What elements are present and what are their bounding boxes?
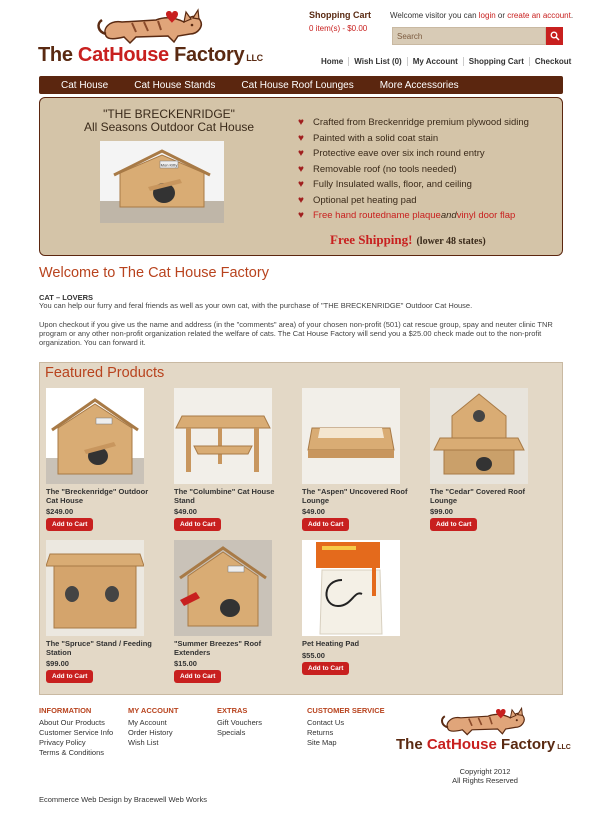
top-link-home[interactable]: Home	[321, 57, 344, 66]
product-price: $249.00	[46, 507, 74, 516]
brand-name: The CatHouse Factory LLC	[38, 44, 263, 66]
top-link-wishlist[interactable]: Wish List (0)	[348, 57, 406, 66]
intro-paragraph-1: You can help our furry and feral friends as well as your own cat, with the purchase of "THE BRECKENRIDGE" Outdoor Cat House.	[39, 301, 473, 310]
feature-item: ♥ Crafted from Breckenridge premium plywood siding	[298, 117, 529, 129]
banner-feature-list	[298, 115, 562, 224]
top-links	[316, 57, 576, 66]
design-credit[interactable]: Ecommerce Web Design by Bracewell Web Works	[39, 795, 207, 804]
product-image[interactable]	[174, 388, 272, 484]
page-title: Welcome to The Cat House Factory	[39, 265, 269, 281]
header-cart[interactable]	[309, 10, 389, 33]
footer-link[interactable]: Wish List	[128, 738, 159, 747]
product-name[interactable]: The "Aspen" Uncovered Roof Lounge	[302, 487, 408, 505]
footer-logo[interactable]	[396, 705, 571, 761]
footer-link[interactable]: Returns	[307, 728, 334, 737]
heart-icon: ♥	[298, 179, 304, 191]
footer-extras	[217, 706, 262, 738]
footer-link[interactable]: Order History	[128, 728, 173, 737]
footer-my-account	[128, 706, 178, 748]
login-link[interactable]: login	[478, 11, 496, 20]
footer-link[interactable]: Contact Us	[307, 718, 345, 727]
product-name[interactable]: The "Spruce" Stand / Feeding Station	[46, 639, 152, 657]
product-card	[174, 388, 290, 531]
free-shipping-note: Free Shipping! (lower 48 states)	[330, 232, 486, 247]
add-to-cart-button[interactable]: Add to Cart	[46, 518, 93, 531]
heart-icon: ♥	[298, 148, 304, 160]
cart-title[interactable]: Shopping Cart	[309, 10, 371, 20]
product-name[interactable]: Pet Heating Pad	[302, 639, 360, 648]
top-link-checkout[interactable]: Checkout	[529, 57, 576, 66]
footer-link[interactable]: Specials	[217, 728, 246, 737]
feature-item: ♥ Removable roof (no tools needed)	[298, 163, 457, 175]
product-image[interactable]	[174, 540, 272, 636]
product-price: $99.00	[430, 507, 453, 516]
product-card	[46, 540, 162, 683]
feature-item: ♥ Free hand routed name plaque and vinyl door flap	[298, 210, 516, 222]
feature-item: ♥ Fully Insulated walls, floor, and ceiling	[298, 179, 472, 191]
featured-title: Featured Products	[45, 365, 165, 381]
cat-mascot-icon	[440, 705, 528, 737]
heart-icon: ♥	[298, 210, 304, 222]
product-card	[174, 540, 290, 683]
add-to-cart-button[interactable]: Add to Cart	[430, 518, 477, 531]
welcome-message: Welcome visitor you can login or create an account.	[390, 11, 574, 20]
add-to-cart-button[interactable]: Add to Cart	[302, 662, 349, 675]
footer-brand-name: The CatHouse Factory LLC	[396, 736, 571, 753]
footer-heading: EXTRAS	[217, 706, 248, 715]
cart-count[interactable]: 0 item(s) - $0.00	[309, 24, 368, 33]
product-card	[46, 388, 162, 531]
search-bar	[392, 27, 562, 45]
product-price: $15.00	[174, 659, 197, 668]
featured-products	[39, 362, 563, 695]
product-image[interactable]	[302, 388, 400, 484]
copyright: Copyright 2012 All Rights Reserved	[452, 767, 518, 785]
footer-information	[39, 706, 113, 758]
search-icon	[550, 31, 560, 41]
banner-title: "THE BRECKENRIDGE" All Seasons Outdoor Cat House	[83, 107, 255, 134]
product-image[interactable]	[430, 388, 528, 484]
product-name[interactable]: "Summer Breezes" Roof Extenders	[174, 639, 262, 657]
product-image[interactable]	[302, 540, 400, 636]
promo-banner[interactable]	[39, 97, 563, 256]
product-name[interactable]: The "Breckenridge" Outdoor Cat House	[46, 487, 149, 505]
footer-heading: INFORMATION	[39, 706, 92, 715]
intro-paragraph-2: Upon checkout if you give us the name and address (in the "comments" area) of your chosen non-profit (501) cat rescue group, spay and neuter clinic TNR program or any other non-profit organization related the welfare of cats. The Cat House Factory will send you a $25.00 check made out to the non-profit organization. You can forward it.	[39, 320, 553, 347]
add-to-cart-button[interactable]: Add to Cart	[46, 670, 93, 683]
cat-mascot-icon	[96, 6, 206, 46]
cat-lovers-heading: CAT – LOVERS	[39, 293, 94, 302]
product-price: $99.00	[46, 659, 69, 668]
search-button[interactable]	[546, 27, 563, 45]
product-card	[302, 540, 418, 675]
site-logo[interactable]	[38, 6, 268, 68]
top-link-my-account[interactable]: My Account	[407, 57, 463, 66]
add-to-cart-button[interactable]: Add to Cart	[174, 670, 221, 683]
footer-link[interactable]: Terms & Conditions	[39, 748, 105, 757]
product-card	[302, 388, 418, 531]
footer-link[interactable]: Customer Service Info	[39, 728, 114, 737]
nav-cat-house[interactable]: Cat House	[61, 79, 109, 91]
nav-more-accessories[interactable]: More Accessories	[379, 79, 459, 91]
footer-link[interactable]: Site Map	[307, 738, 337, 747]
footer-heading: MY ACCOUNT	[128, 706, 179, 715]
product-price: $55.00	[302, 650, 325, 660]
product-price: $49.00	[302, 507, 325, 516]
product-name[interactable]: The "Columbine" Cat House Stand	[174, 487, 275, 505]
nav-cat-house-stands[interactable]: Cat House Stands	[134, 79, 216, 91]
footer-customer-service	[307, 706, 385, 748]
product-image[interactable]	[46, 388, 144, 484]
footer-link[interactable]: Gift Vouchers	[217, 718, 263, 727]
feature-item: ♥ Protective eave over six inch round entry	[298, 148, 485, 160]
footer-link[interactable]: About Our Products	[39, 718, 105, 727]
nav-roof-lounges[interactable]: Cat House Roof Lounges	[241, 79, 354, 91]
feature-item: ♥ Optional pet heating pad	[298, 194, 417, 206]
search-input[interactable]	[392, 27, 546, 45]
add-to-cart-button[interactable]: Add to Cart	[302, 518, 349, 531]
product-name[interactable]: The "Cedar" Covered Roof Lounge	[430, 487, 526, 505]
footer-link[interactable]: My Account	[128, 718, 167, 727]
create-account-link[interactable]: create an account	[507, 11, 571, 20]
heart-icon: ♥	[298, 117, 304, 129]
product-price: $49.00	[174, 507, 197, 516]
heart-icon: ♥	[298, 163, 304, 175]
top-link-shopping-cart[interactable]: Shopping Cart	[463, 57, 529, 66]
footer-link[interactable]: Privacy Policy	[39, 738, 86, 747]
heart-icon: ♥	[298, 132, 304, 144]
product-image[interactable]	[46, 540, 144, 636]
svg-text:Mon Kitty: Mon Kitty	[160, 162, 178, 168]
add-to-cart-button[interactable]: Add to Cart	[174, 518, 221, 531]
footer-heading: CUSTOMER SERVICE	[307, 706, 385, 715]
main-nav	[39, 76, 563, 94]
feature-item: ♥ Painted with a solid coat stain	[298, 132, 439, 144]
banner-product-image	[100, 141, 224, 223]
heart-icon: ♥	[298, 194, 304, 206]
product-card	[430, 388, 546, 531]
